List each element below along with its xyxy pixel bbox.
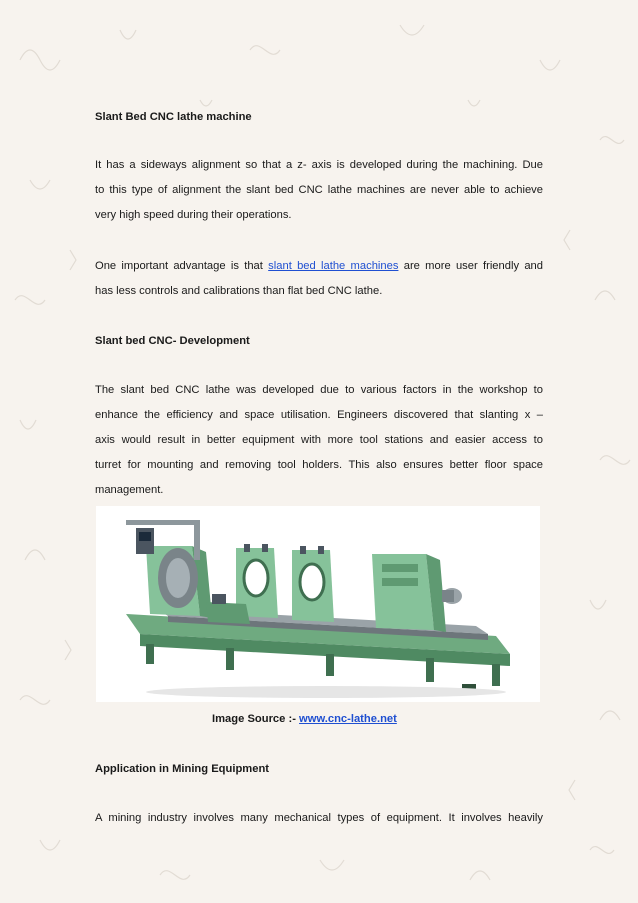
paragraph-line: It has a sideways alignment so that a z- axis is developed during the machining. Due (95, 159, 543, 171)
image-caption (212, 712, 397, 726)
paragraph-line: has less controls and calibrations than flat bed CNC lathe. (95, 285, 383, 297)
paragraph-line: to this type of alignment the slant bed CNC lathe machines are never able to achieve (95, 184, 543, 196)
paragraph-line: turret for mounting and removing tool holders. This also ensures better floor space (95, 459, 543, 471)
heading-development: Slant bed CNC- Development (95, 335, 250, 347)
paragraph-line: axis would result in better equipment with more tool stations and easier access to (95, 434, 543, 446)
paragraph-line-with-link (95, 259, 543, 273)
caption-label: Image Source :- (212, 713, 300, 725)
paragraph-line: The slant bed CNC lathe was developed due to various factors in the workshop to (95, 384, 543, 396)
paragraph-line: very high speed during their operations. (95, 209, 292, 221)
image-source-link[interactable]: www.cnc-lathe.net (299, 713, 397, 725)
paragraph-text: One important advantage is that (95, 260, 269, 272)
heading-slant-bed: Slant Bed CNC lathe machine (95, 111, 252, 123)
heading-mining: Application in Mining Equipment (95, 763, 270, 775)
paragraph-line: management. (95, 484, 164, 496)
lathe-machine-image (96, 506, 540, 702)
slant-bed-lathe-link[interactable]: slant bed lathe machines (268, 260, 399, 272)
paragraph-text: are more user friendly and (398, 260, 543, 272)
paragraph-line: A mining industry involves many mechanical types of equipment. It involves heavily (95, 812, 543, 824)
paragraph-line: enhance the efficiency and space utilisation. Engineers discovered that slanting x – (95, 409, 543, 421)
